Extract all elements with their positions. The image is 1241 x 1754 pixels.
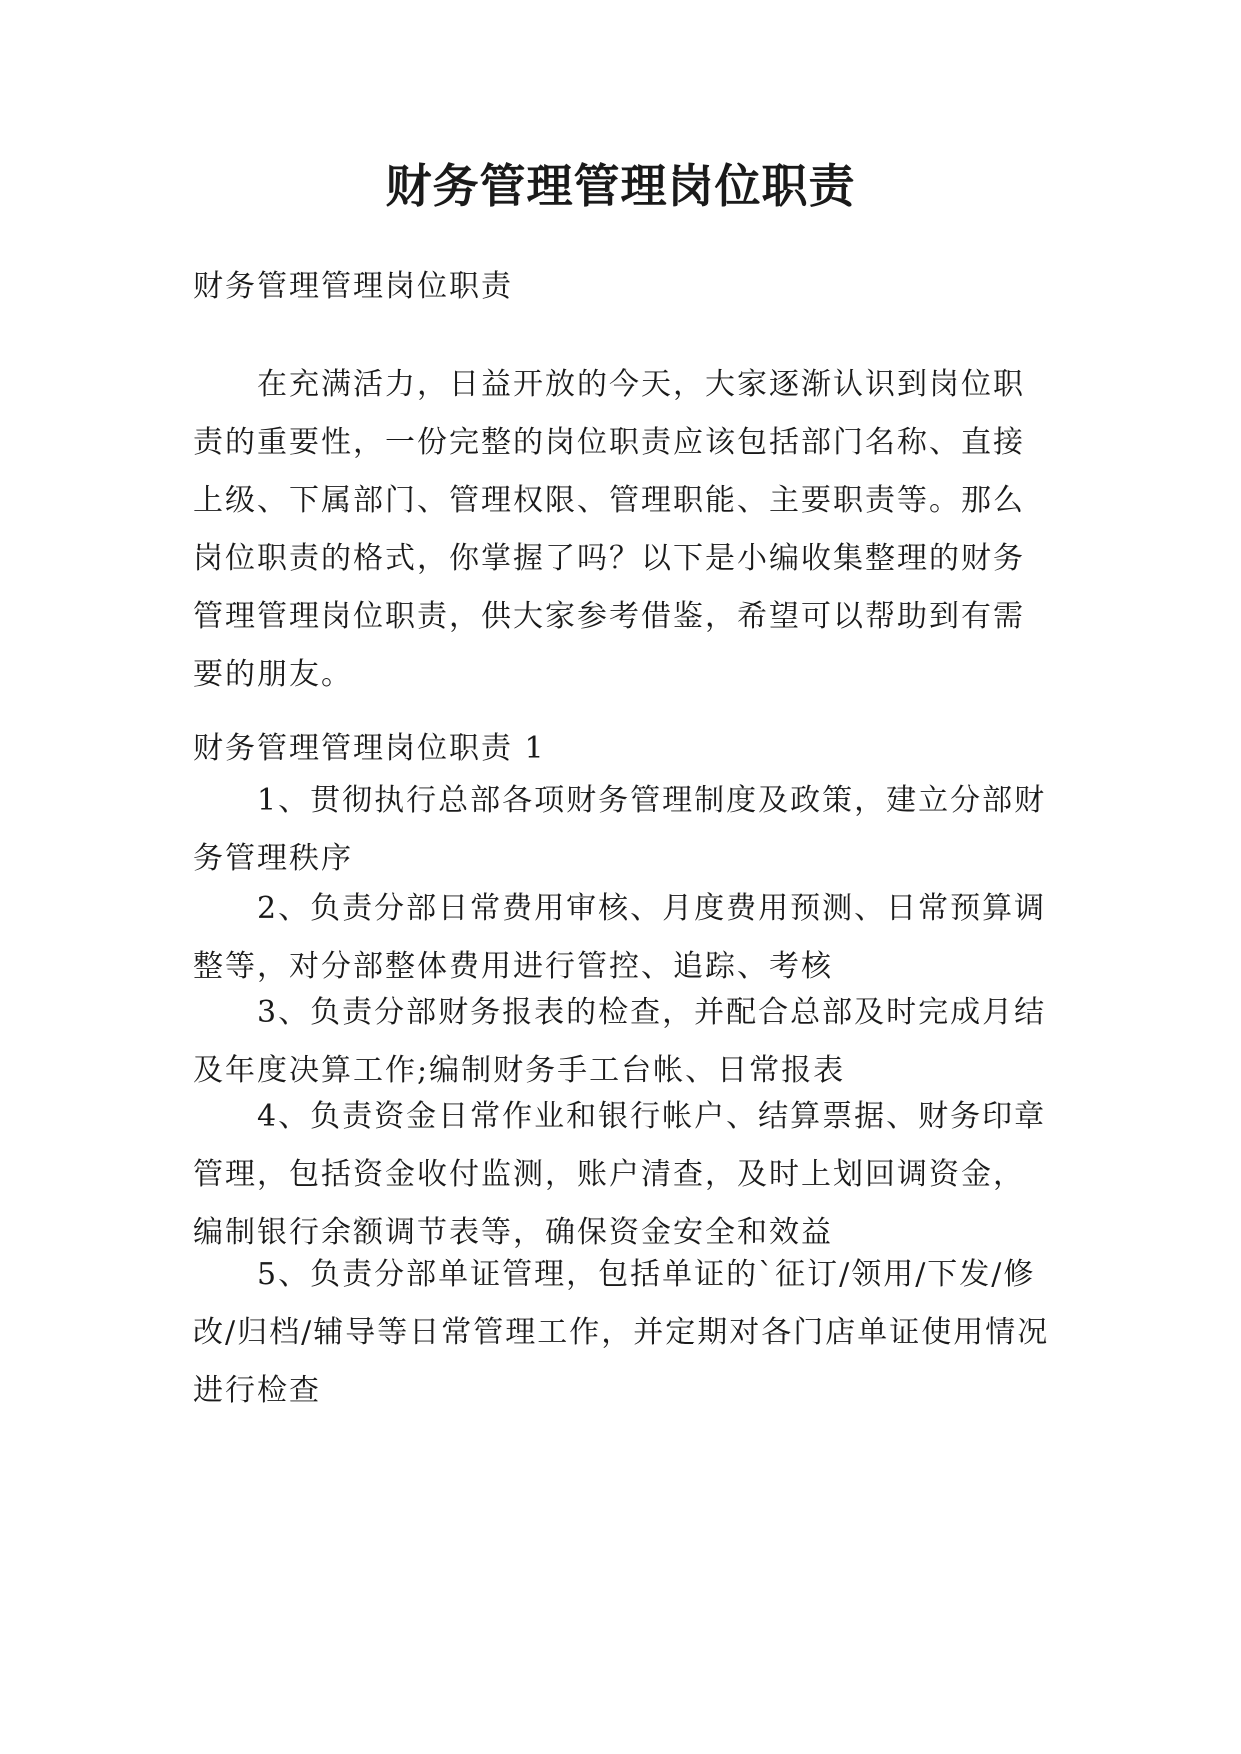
document-subtitle: 财务管理管理岗位职责 — [193, 269, 513, 304]
duty-item-2: 2、负责分部日常费用审核、月度费用预测、日常预算调整等，对分部整体费用进行管控、追踪、考核 — [193, 891, 1047, 984]
section-heading: 财务管理管理岗位职责 1 — [193, 731, 546, 766]
duty-item-3: 3、负责分部财务报表的检查，并配合总部及时完成月结及年度决算工作;编制财务手工台帐、日常报表 — [193, 995, 1047, 1088]
duty-item-5: 5、负责分部单证管理，包括单证的`征订/领用/下发/修改/归档/辅导等日常管理工作，并定期对各门店单证使用情况进行检查 — [193, 1257, 1050, 1408]
document-title: 财务管理管理岗位职责 — [385, 159, 856, 213]
duty-item-4: 4、负责资金日常作业和银行帐户、结算票据、财务印章管理，包括资金收付监测，账户清查，及时上划回调资金，编制银行余额调节表等，确保资金安全和效益 — [193, 1099, 1047, 1250]
duty-item-1: 1、贯彻执行总部各项财务管理制度及政策，建立分部财务管理秩序 — [193, 783, 1047, 876]
intro-paragraph: 在充满活力，日益开放的今天，大家逐渐认识到岗位职责的重要性，一份完整的岗位职责应该包括部门名称、直接上级、下属部门、管理权限、管理职能、主要职责等。那么岗位职责的格式，你掌握了吗？以下是小编收集整理的财务管理管理岗位职责，供大家参考借鉴，希望可以帮助到有需要的朋友。 — [193, 367, 1025, 692]
